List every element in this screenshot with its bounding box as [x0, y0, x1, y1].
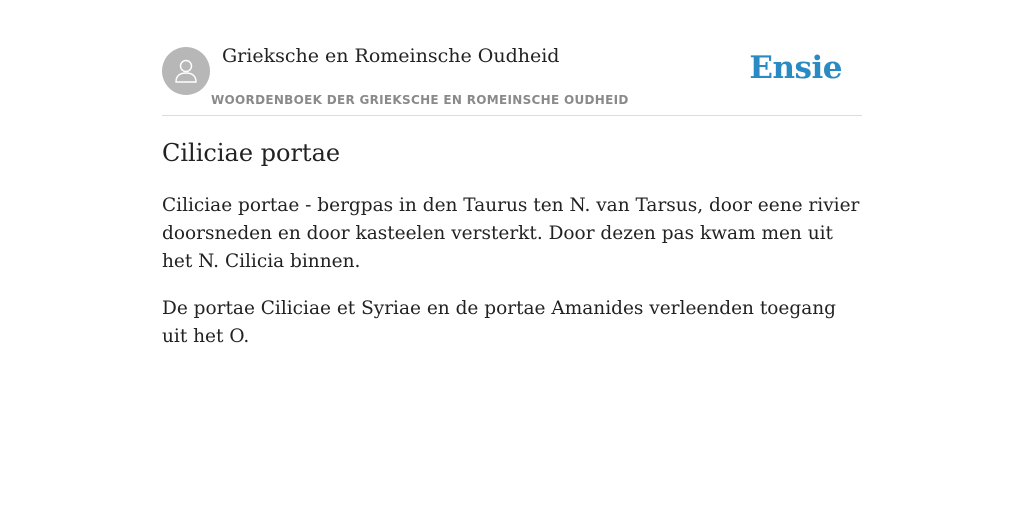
- person-outline-icon: [171, 56, 201, 86]
- entry-title: Ciliciae portae: [162, 139, 341, 167]
- dictionary-subtitle: WOORDENBOEK DER GRIEKSCHE EN ROMEINSCHE OUDHEID: [211, 93, 629, 107]
- header: [162, 0, 862, 116]
- page-container: [162, 0, 862, 347]
- user-avatar-icon[interactable]: [162, 47, 210, 95]
- entry-paragraph: Ciliciae portae - bergpas in den Taurus ten N. van Tarsus, door eene rivier doorsneden en door kasteelen versterkt. Door dezen pas kwam men uit het N. Cilicia binnen.: [162, 195, 860, 272]
- dictionary-title-link[interactable]: Grieksche en Romeinsche Oudheid: [222, 45, 560, 67]
- entry-body: [162, 192, 862, 370]
- entry-paragraph: De portae Ciliciae et Syriae en de portae Amanides verleenden toegang uit het O.: [162, 298, 836, 347]
- ensie-logo[interactable]: Ensie: [749, 50, 842, 86]
